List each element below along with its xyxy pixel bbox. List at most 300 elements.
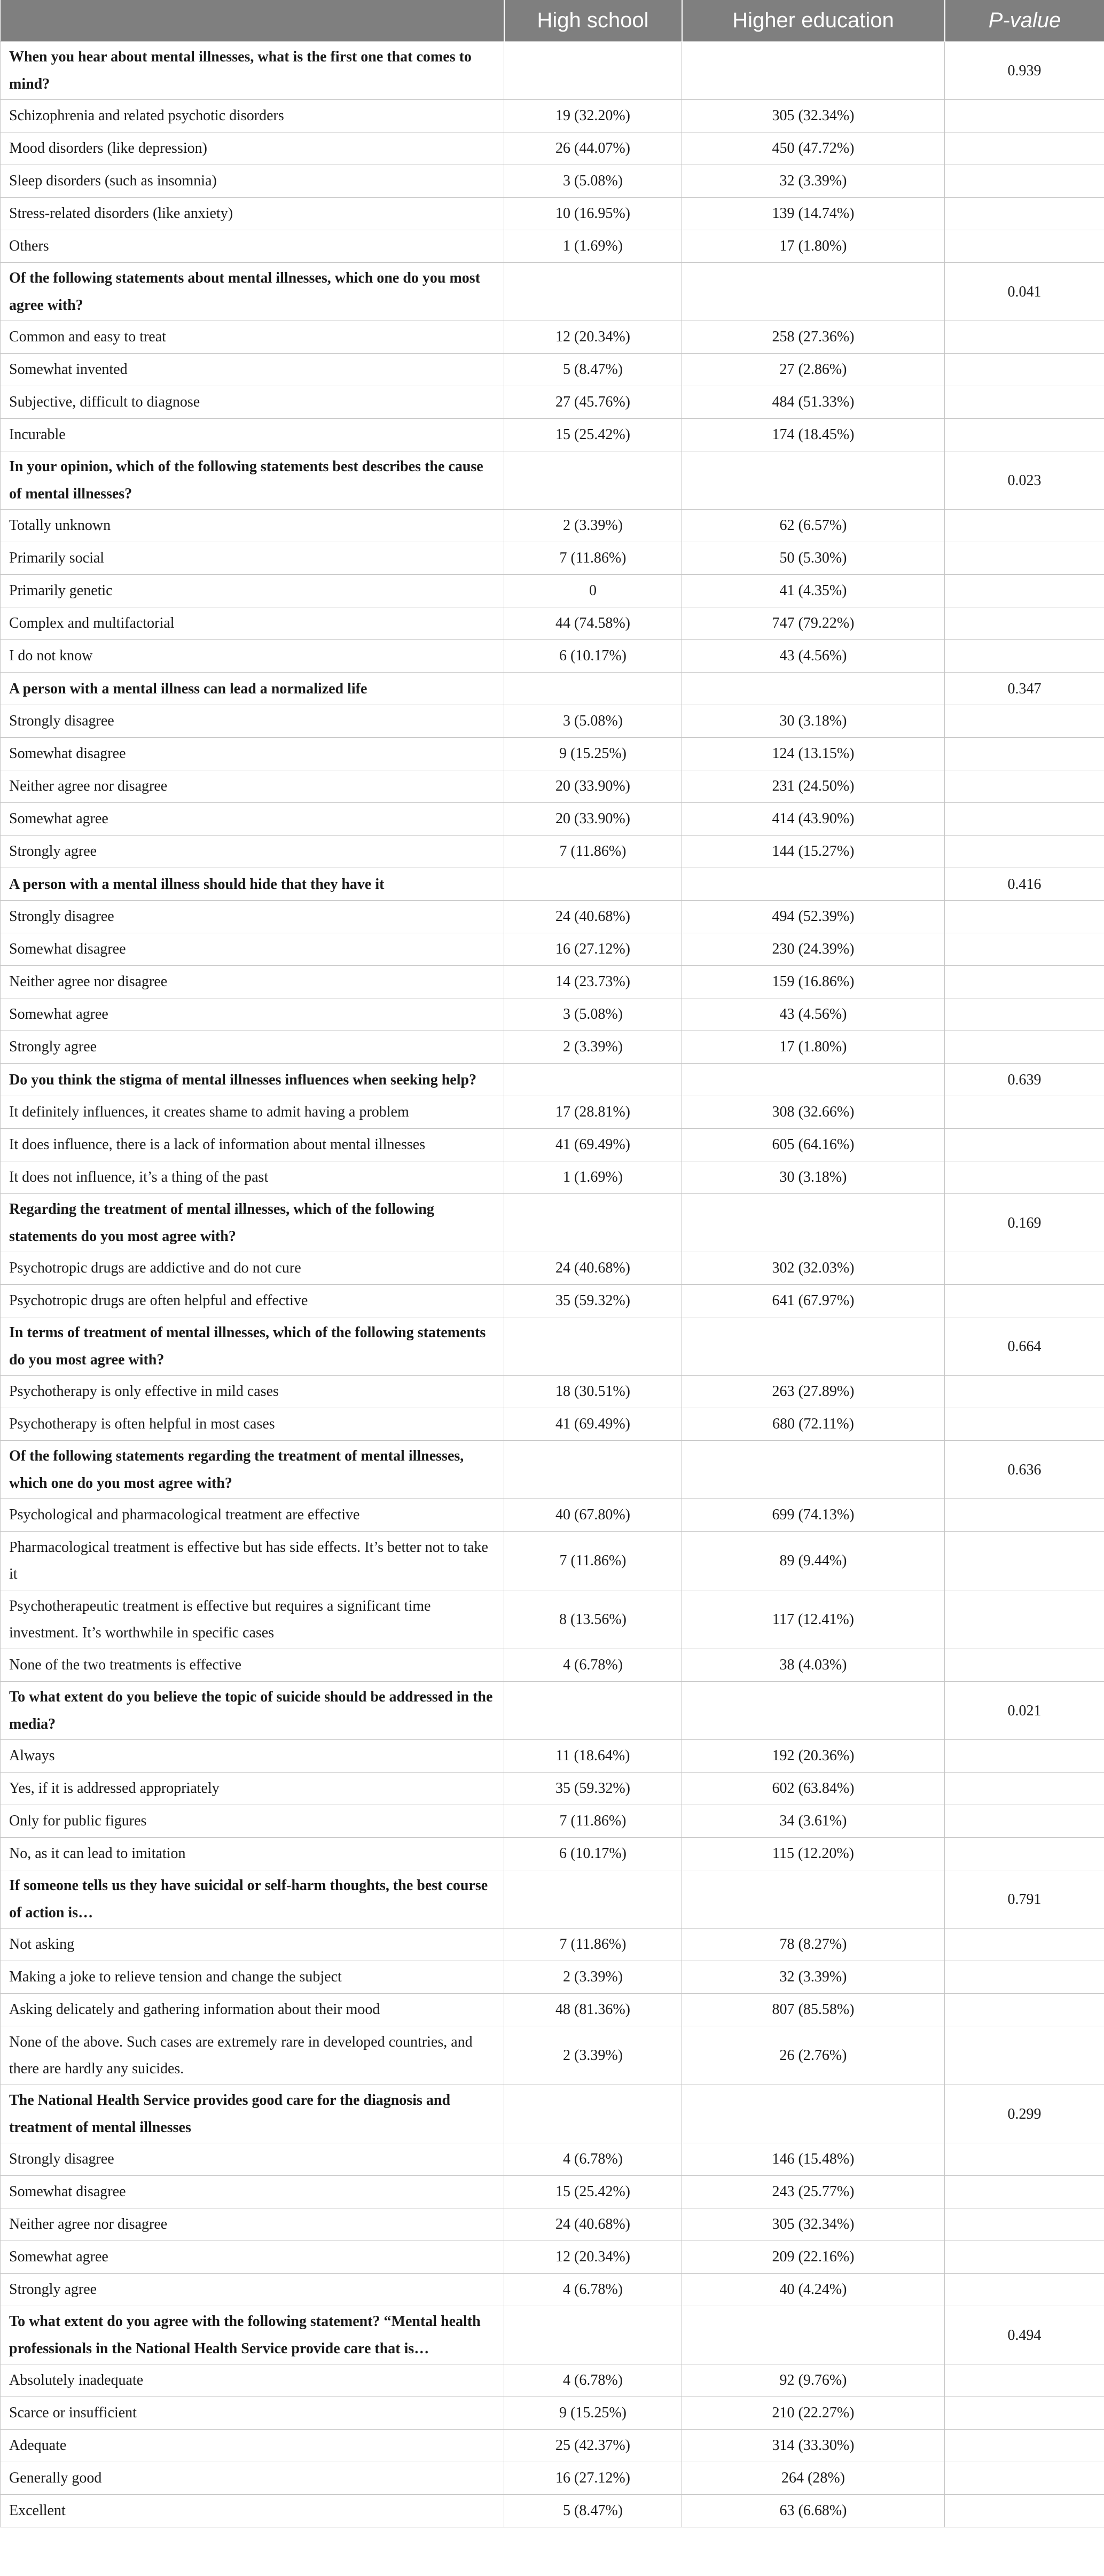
p-value-empty	[945, 901, 1104, 933]
table-row	[1, 770, 1104, 803]
answer-label: Absolutely inadequate	[1, 2364, 504, 2397]
higher-education-value: 34 (3.61%)	[682, 1805, 945, 1838]
higher-education-value: 92 (9.76%)	[682, 2364, 945, 2397]
answer-label: Always	[1, 1740, 504, 1773]
higher-education-value: 641 (67.97%)	[682, 1285, 945, 1317]
question-high-school-empty	[504, 1194, 682, 1252]
higher-education-value: 117 (12.41%)	[682, 1590, 945, 1649]
high-school-value: 48 (81.36%)	[504, 1994, 682, 2026]
high-school-value: 20 (33.90%)	[504, 770, 682, 803]
p-value-empty	[945, 2026, 1104, 2085]
table-row	[1, 998, 1104, 1031]
high-school-value: 4 (6.78%)	[504, 2364, 682, 2397]
p-value: 0.416	[945, 868, 1104, 901]
higher-education-value: 602 (63.84%)	[682, 1773, 945, 1805]
high-school-value: 2 (3.39%)	[504, 2026, 682, 2085]
answer-label: Making a joke to relieve tension and change the subject	[1, 1961, 504, 1994]
question-row	[1, 451, 1104, 510]
table-row	[1, 1129, 1104, 1161]
answer-label: Primarily social	[1, 542, 504, 575]
higher-education-value: 40 (4.24%)	[682, 2274, 945, 2306]
p-value-empty	[945, 1285, 1104, 1317]
table-row	[1, 2143, 1104, 2176]
question-higher-education-empty	[682, 2085, 945, 2143]
answer-label: Somewhat agree	[1, 2241, 504, 2274]
higher-education-value: 605 (64.16%)	[682, 1129, 945, 1161]
p-value-empty	[945, 321, 1104, 354]
higher-education-value: 264 (28%)	[682, 2462, 945, 2495]
answer-label: No, as it can lead to imitation	[1, 1838, 504, 1870]
table-row	[1, 2208, 1104, 2241]
high-school-value: 5 (8.47%)	[504, 354, 682, 386]
high-school-value: 9 (15.25%)	[504, 2397, 682, 2430]
answer-label: Strongly disagree	[1, 705, 504, 738]
table-row	[1, 1805, 1104, 1838]
p-value-empty	[945, 1161, 1104, 1194]
answer-label: It definitely influences, it creates shame to admit having a problem	[1, 1096, 504, 1129]
question-row	[1, 673, 1104, 705]
question-text: If someone tells us they have suicidal or self-harm thoughts, the best course of action is…	[1, 1870, 504, 1929]
answer-label: None of the two treatments is effective	[1, 1649, 504, 1682]
p-value-empty	[945, 419, 1104, 451]
answer-label: Somewhat agree	[1, 998, 504, 1031]
answer-label: Common and easy to treat	[1, 321, 504, 354]
question-row	[1, 2306, 1104, 2364]
table-row	[1, 542, 1104, 575]
question-row	[1, 1441, 1104, 1499]
table-row	[1, 2274, 1104, 2306]
high-school-value: 35 (59.32%)	[504, 1285, 682, 1317]
answer-label: Strongly agree	[1, 2274, 504, 2306]
high-school-value: 17 (28.81%)	[504, 1096, 682, 1129]
high-school-value: 6 (10.17%)	[504, 1838, 682, 1870]
answer-label: Strongly disagree	[1, 901, 504, 933]
high-school-value: 0	[504, 575, 682, 607]
high-school-value: 1 (1.69%)	[504, 230, 682, 263]
high-school-value: 16 (27.12%)	[504, 2462, 682, 2495]
question-row	[1, 1194, 1104, 1252]
high-school-value: 6 (10.17%)	[504, 640, 682, 673]
p-value-empty	[945, 132, 1104, 165]
p-value-empty	[945, 1129, 1104, 1161]
high-school-value: 24 (40.68%)	[504, 901, 682, 933]
high-school-value: 5 (8.47%)	[504, 2495, 682, 2527]
higher-education-value: 146 (15.48%)	[682, 2143, 945, 2176]
p-value-empty	[945, 1649, 1104, 1682]
question-row	[1, 868, 1104, 901]
higher-education-value: 308 (32.66%)	[682, 1096, 945, 1129]
question-higher-education-empty	[682, 1194, 945, 1252]
answer-label: Incurable	[1, 419, 504, 451]
high-school-value: 11 (18.64%)	[504, 1740, 682, 1773]
p-value-empty	[945, 640, 1104, 673]
header-p-value: P-value	[945, 0, 1104, 42]
question-row	[1, 263, 1104, 321]
high-school-value: 7 (11.86%)	[504, 1805, 682, 1838]
p-value: 0.169	[945, 1194, 1104, 1252]
high-school-value: 4 (6.78%)	[504, 2274, 682, 2306]
high-school-value: 7 (11.86%)	[504, 542, 682, 575]
p-value: 0.347	[945, 673, 1104, 705]
p-value-empty	[945, 998, 1104, 1031]
question-high-school-empty	[504, 673, 682, 705]
higher-education-value: 314 (33.30%)	[682, 2430, 945, 2462]
p-value-empty	[945, 1929, 1104, 1961]
higher-education-value: 43 (4.56%)	[682, 640, 945, 673]
table-row	[1, 1961, 1104, 1994]
high-school-value: 18 (30.51%)	[504, 1376, 682, 1408]
p-value-empty	[945, 738, 1104, 770]
question-high-school-empty	[504, 2085, 682, 2143]
table-row	[1, 2364, 1104, 2397]
p-value: 0.299	[945, 2085, 1104, 2143]
higher-education-value: 159 (16.86%)	[682, 966, 945, 998]
higher-education-value: 699 (74.13%)	[682, 1499, 945, 1532]
answer-label: Generally good	[1, 2462, 504, 2495]
higher-education-value: 26 (2.76%)	[682, 2026, 945, 2085]
question-high-school-empty	[504, 868, 682, 901]
question-text: The National Health Service provides good care for the diagnosis and treatment of mental illnesses	[1, 2085, 504, 2143]
p-value-empty	[945, 165, 1104, 198]
question-row	[1, 1682, 1104, 1740]
high-school-value: 44 (74.58%)	[504, 607, 682, 640]
table-row	[1, 2026, 1104, 2085]
p-value: 0.636	[945, 1441, 1104, 1499]
table-row	[1, 1252, 1104, 1285]
p-value-empty	[945, 1499, 1104, 1532]
high-school-value: 24 (40.68%)	[504, 1252, 682, 1285]
table-row	[1, 640, 1104, 673]
answer-label: Somewhat agree	[1, 803, 504, 836]
question-high-school-empty	[504, 1682, 682, 1740]
p-value-empty	[945, 198, 1104, 230]
table-row	[1, 1590, 1104, 1649]
high-school-value: 15 (25.42%)	[504, 419, 682, 451]
high-school-value: 9 (15.25%)	[504, 738, 682, 770]
table-row	[1, 705, 1104, 738]
p-value-empty	[945, 1740, 1104, 1773]
p-value-empty	[945, 575, 1104, 607]
table-row	[1, 1838, 1104, 1870]
question-text: A person with a mental illness should hide that they have it	[1, 868, 504, 901]
question-row	[1, 1870, 1104, 1929]
header-row	[1, 0, 1104, 42]
p-value-empty	[945, 607, 1104, 640]
question-text: A person with a mental illness can lead a normalized life	[1, 673, 504, 705]
higher-education-value: 494 (52.39%)	[682, 901, 945, 933]
question-row	[1, 42, 1104, 100]
higher-education-value: 258 (27.36%)	[682, 321, 945, 354]
higher-education-value: 192 (20.36%)	[682, 1740, 945, 1773]
question-text: Of the following statements regarding the treatment of mental illnesses, which one do you most agree with?	[1, 1441, 504, 1499]
question-high-school-empty	[504, 263, 682, 321]
p-value-empty	[945, 2208, 1104, 2241]
question-text: Do you think the stigma of mental illnesses influences when seeking help?	[1, 1064, 504, 1096]
answer-label: Complex and multifactorial	[1, 607, 504, 640]
p-value: 0.494	[945, 2306, 1104, 2364]
question-higher-education-empty	[682, 673, 945, 705]
p-value-empty	[945, 354, 1104, 386]
table-row	[1, 2397, 1104, 2430]
p-value-empty	[945, 2241, 1104, 2274]
p-value-empty	[945, 1838, 1104, 1870]
table-row	[1, 607, 1104, 640]
table-row	[1, 1408, 1104, 1441]
question-high-school-empty	[504, 451, 682, 510]
answer-label: Somewhat disagree	[1, 933, 504, 966]
p-value-empty	[945, 2143, 1104, 2176]
table-row	[1, 354, 1104, 386]
higher-education-value: 174 (18.45%)	[682, 419, 945, 451]
question-higher-education-empty	[682, 1064, 945, 1096]
p-value-empty	[945, 1252, 1104, 1285]
question-text: When you hear about mental illnesses, what is the first one that comes to mind?	[1, 42, 504, 100]
p-value-empty	[945, 510, 1104, 542]
higher-education-value: 305 (32.34%)	[682, 2208, 945, 2241]
question-higher-education-empty	[682, 1317, 945, 1376]
table-row	[1, 198, 1104, 230]
answer-label: Psychotherapeutic treatment is effective but requires a significant time investment. It’s worthwhile in specific cases	[1, 1590, 504, 1649]
p-value-empty	[945, 2397, 1104, 2430]
p-value-empty	[945, 770, 1104, 803]
question-higher-education-empty	[682, 451, 945, 510]
higher-education-value: 17 (1.80%)	[682, 1031, 945, 1064]
p-value-empty	[945, 2430, 1104, 2462]
answer-label: Stress-related disorders (like anxiety)	[1, 198, 504, 230]
question-row	[1, 1064, 1104, 1096]
higher-education-value: 209 (22.16%)	[682, 2241, 945, 2274]
answer-label: Somewhat disagree	[1, 2176, 504, 2208]
higher-education-value: 414 (43.90%)	[682, 803, 945, 836]
higher-education-value: 450 (47.72%)	[682, 132, 945, 165]
p-value-empty	[945, 705, 1104, 738]
answer-label: Neither agree nor disagree	[1, 770, 504, 803]
p-value-empty	[945, 2495, 1104, 2527]
p-value: 0.939	[945, 42, 1104, 100]
p-value-empty	[945, 1961, 1104, 1994]
table-row	[1, 1994, 1104, 2026]
high-school-value: 15 (25.42%)	[504, 2176, 682, 2208]
p-value-empty	[945, 2364, 1104, 2397]
p-value-empty	[945, 542, 1104, 575]
table-row	[1, 386, 1104, 419]
answer-label: Psychological and pharmacological treatment are effective	[1, 1499, 504, 1532]
table-row	[1, 510, 1104, 542]
table-row	[1, 575, 1104, 607]
table-row	[1, 1499, 1104, 1532]
higher-education-value: 144 (15.27%)	[682, 836, 945, 868]
answer-label: Somewhat invented	[1, 354, 504, 386]
question-higher-education-empty	[682, 1682, 945, 1740]
header-higher-education: Higher education	[682, 0, 945, 42]
table-row	[1, 1031, 1104, 1064]
higher-education-value: 63 (6.68%)	[682, 2495, 945, 2527]
answer-label: Asking delicately and gathering information about their mood	[1, 1994, 504, 2026]
high-school-value: 40 (67.80%)	[504, 1499, 682, 1532]
answer-label: Others	[1, 230, 504, 263]
p-value-empty	[945, 2274, 1104, 2306]
higher-education-value: 30 (3.18%)	[682, 705, 945, 738]
high-school-value: 2 (3.39%)	[504, 1031, 682, 1064]
question-high-school-empty	[504, 1870, 682, 1929]
p-value-empty	[945, 2176, 1104, 2208]
p-value-empty	[945, 933, 1104, 966]
p-value: 0.664	[945, 1317, 1104, 1376]
table-row	[1, 1773, 1104, 1805]
higher-education-value: 484 (51.33%)	[682, 386, 945, 419]
question-higher-education-empty	[682, 2306, 945, 2364]
answer-label: I do not know	[1, 640, 504, 673]
p-value-empty	[945, 386, 1104, 419]
question-higher-education-empty	[682, 1870, 945, 1929]
table-row	[1, 2176, 1104, 2208]
higher-education-value: 302 (32.03%)	[682, 1252, 945, 1285]
higher-education-value: 32 (3.39%)	[682, 165, 945, 198]
question-higher-education-empty	[682, 868, 945, 901]
higher-education-value: 115 (12.20%)	[682, 1838, 945, 1870]
higher-education-value: 78 (8.27%)	[682, 1929, 945, 1961]
high-school-value: 4 (6.78%)	[504, 1649, 682, 1682]
high-school-value: 3 (5.08%)	[504, 998, 682, 1031]
header-empty	[1, 0, 504, 42]
header-high-school: High school	[504, 0, 682, 42]
high-school-value: 7 (11.86%)	[504, 1929, 682, 1961]
answer-label: Yes, if it is addressed appropriately	[1, 1773, 504, 1805]
high-school-value: 12 (20.34%)	[504, 2241, 682, 2274]
table-row	[1, 1740, 1104, 1773]
high-school-value: 10 (16.95%)	[504, 198, 682, 230]
higher-education-value: 305 (32.34%)	[682, 100, 945, 132]
higher-education-value: 27 (2.86%)	[682, 354, 945, 386]
table-row	[1, 1096, 1104, 1129]
high-school-value: 7 (11.86%)	[504, 836, 682, 868]
higher-education-value: 231 (24.50%)	[682, 770, 945, 803]
answer-label: It does influence, there is a lack of information about mental illnesses	[1, 1129, 504, 1161]
p-value-empty	[945, 1408, 1104, 1441]
p-value: 0.639	[945, 1064, 1104, 1096]
higher-education-value: 124 (13.15%)	[682, 738, 945, 770]
high-school-value: 14 (23.73%)	[504, 966, 682, 998]
answer-label: Not asking	[1, 1929, 504, 1961]
high-school-value: 4 (6.78%)	[504, 2143, 682, 2176]
question-high-school-empty	[504, 1064, 682, 1096]
high-school-value: 19 (32.20%)	[504, 100, 682, 132]
question-higher-education-empty	[682, 42, 945, 100]
question-higher-education-empty	[682, 1441, 945, 1499]
high-school-value: 41 (69.49%)	[504, 1408, 682, 1441]
answer-label: Subjective, difficult to diagnose	[1, 386, 504, 419]
higher-education-value: 50 (5.30%)	[682, 542, 945, 575]
answer-label: Scarce or insufficient	[1, 2397, 504, 2430]
p-value: 0.021	[945, 1682, 1104, 1740]
question-high-school-empty	[504, 42, 682, 100]
table-row	[1, 803, 1104, 836]
p-value-empty	[945, 1805, 1104, 1838]
answer-label: Excellent	[1, 2495, 504, 2527]
answer-label: Strongly agree	[1, 836, 504, 868]
p-value-empty	[945, 1031, 1104, 1064]
answer-label: Psychotherapy is often helpful in most cases	[1, 1408, 504, 1441]
p-value: 0.041	[945, 263, 1104, 321]
table-row	[1, 1376, 1104, 1408]
p-value-empty	[945, 1773, 1104, 1805]
question-text: In terms of treatment of mental illnesses, which of the following statements do you most agree with?	[1, 1317, 504, 1376]
p-value: 0.791	[945, 1870, 1104, 1929]
answer-label: Neither agree nor disagree	[1, 966, 504, 998]
question-high-school-empty	[504, 1317, 682, 1376]
high-school-value: 25 (42.37%)	[504, 2430, 682, 2462]
p-value: 0.023	[945, 451, 1104, 510]
answer-label: Only for public figures	[1, 1805, 504, 1838]
higher-education-value: 139 (14.74%)	[682, 198, 945, 230]
p-value-empty	[945, 1096, 1104, 1129]
higher-education-value: 210 (22.27%)	[682, 2397, 945, 2430]
question-text: To what extent do you believe the topic of suicide should be addressed in the media?	[1, 1682, 504, 1740]
high-school-value: 16 (27.12%)	[504, 933, 682, 966]
table-row	[1, 2430, 1104, 2462]
higher-education-value: 263 (27.89%)	[682, 1376, 945, 1408]
high-school-value: 2 (3.39%)	[504, 510, 682, 542]
higher-education-value: 43 (4.56%)	[682, 998, 945, 1031]
higher-education-value: 680 (72.11%)	[682, 1408, 945, 1441]
answer-label: Adequate	[1, 2430, 504, 2462]
p-value-empty	[945, 836, 1104, 868]
question-text: To what extent do you agree with the following statement? “Mental health professionals in the National Health Service provide care that is…	[1, 2306, 504, 2364]
p-value-empty	[945, 100, 1104, 132]
p-value-empty	[945, 1376, 1104, 1408]
answer-label: Totally unknown	[1, 510, 504, 542]
higher-education-value: 243 (25.77%)	[682, 2176, 945, 2208]
high-school-value: 3 (5.08%)	[504, 705, 682, 738]
table-row	[1, 321, 1104, 354]
high-school-value: 35 (59.32%)	[504, 1773, 682, 1805]
high-school-value: 8 (13.56%)	[504, 1590, 682, 1649]
answer-label: Neither agree nor disagree	[1, 2208, 504, 2241]
table-row	[1, 230, 1104, 263]
high-school-value: 2 (3.39%)	[504, 1961, 682, 1994]
high-school-value: 7 (11.86%)	[504, 1532, 682, 1590]
answer-label: Strongly disagree	[1, 2143, 504, 2176]
table-row	[1, 966, 1104, 998]
table-row	[1, 2462, 1104, 2495]
high-school-value: 24 (40.68%)	[504, 2208, 682, 2241]
question-high-school-empty	[504, 2306, 682, 2364]
p-value-empty	[945, 230, 1104, 263]
higher-education-value: 807 (85.58%)	[682, 1994, 945, 2026]
answer-label: Psychotropic drugs are addictive and do not cure	[1, 1252, 504, 1285]
higher-education-value: 38 (4.03%)	[682, 1649, 945, 1682]
table-body	[1, 42, 1104, 2527]
high-school-value: 3 (5.08%)	[504, 165, 682, 198]
table-row	[1, 2241, 1104, 2274]
p-value-empty	[945, 966, 1104, 998]
answer-label: Sleep disorders (such as insomnia)	[1, 165, 504, 198]
table-row	[1, 738, 1104, 770]
high-school-value: 20 (33.90%)	[504, 803, 682, 836]
high-school-value: 1 (1.69%)	[504, 1161, 682, 1194]
high-school-value: 27 (45.76%)	[504, 386, 682, 419]
question-text: Of the following statements about mental illnesses, which one do you most agree with?	[1, 263, 504, 321]
answer-label: It does not influence, it’s a thing of the past	[1, 1161, 504, 1194]
higher-education-value: 32 (3.39%)	[682, 1961, 945, 1994]
table-row	[1, 132, 1104, 165]
p-value-empty	[945, 2462, 1104, 2495]
p-value-empty	[945, 803, 1104, 836]
question-text: Regarding the treatment of mental illnesses, which of the following statements do you most agree with?	[1, 1194, 504, 1252]
answer-label: Mood disorders (like depression)	[1, 132, 504, 165]
higher-education-value: 230 (24.39%)	[682, 933, 945, 966]
table-row	[1, 1532, 1104, 1590]
